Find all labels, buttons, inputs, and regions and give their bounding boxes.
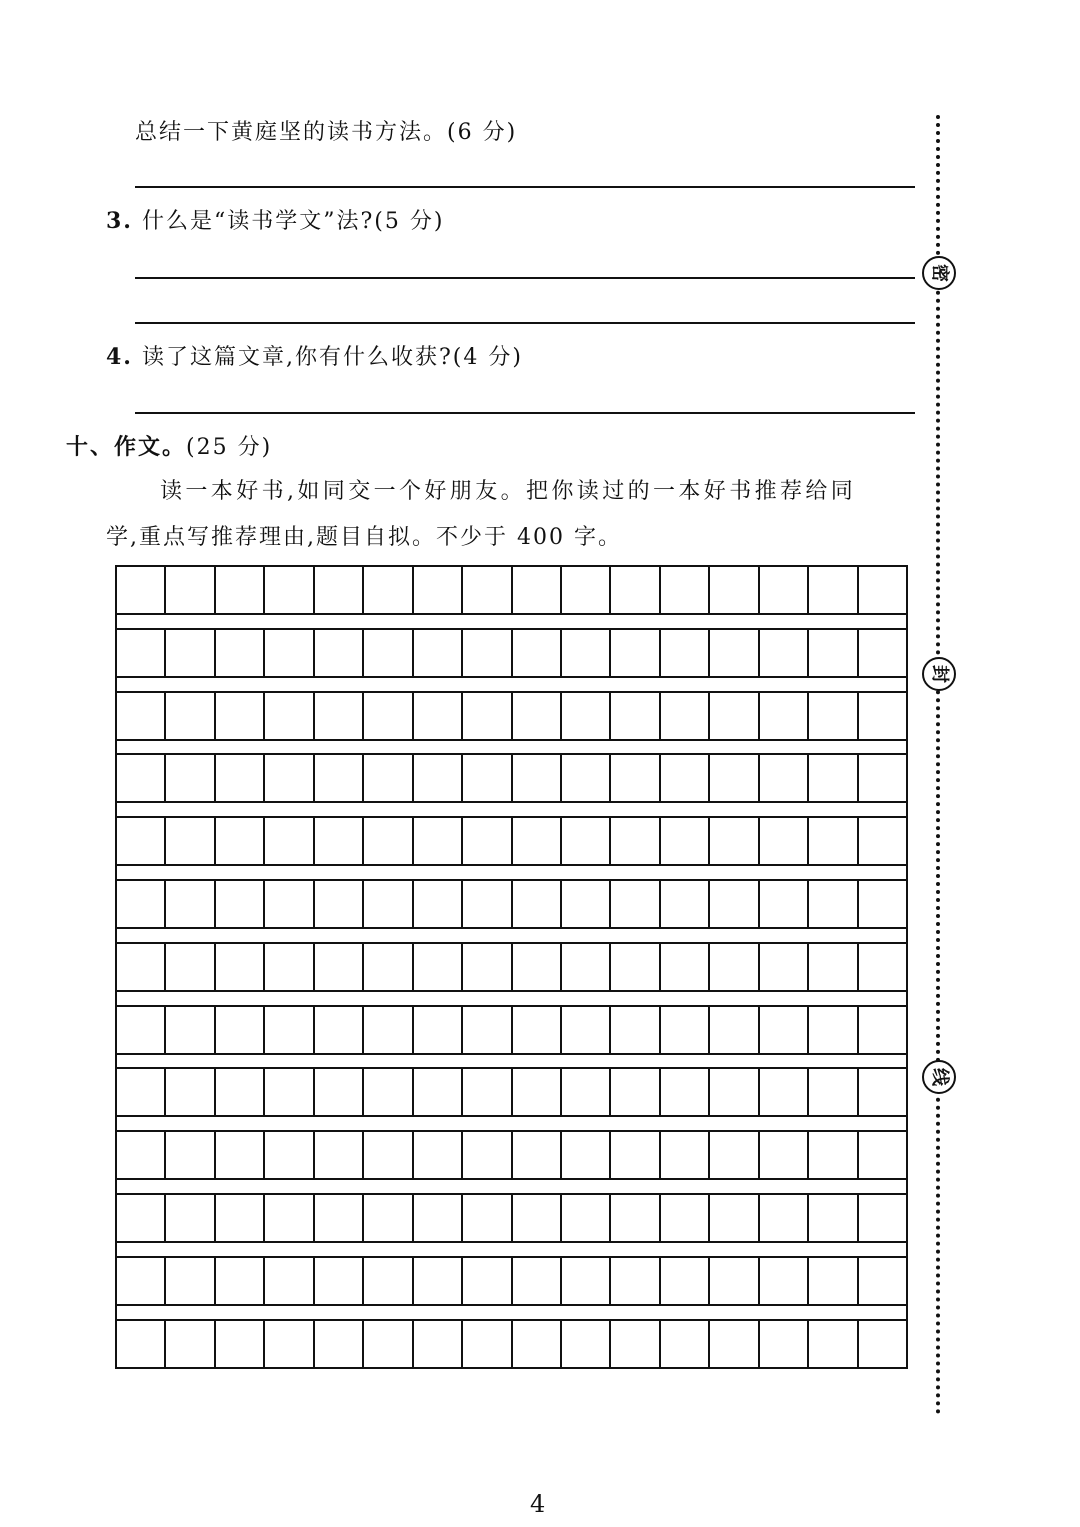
grid-cell[interactable]: [463, 693, 512, 739]
grid-cell[interactable]: [562, 630, 611, 676]
grid-cell[interactable]: [710, 1132, 759, 1178]
grid-cell[interactable]: [216, 818, 265, 864]
grid-cell[interactable]: [364, 630, 413, 676]
grid-cell[interactable]: [611, 755, 660, 801]
seal-xian: 线: [922, 1060, 956, 1094]
grid-cell[interactable]: [859, 755, 906, 801]
grid-cell[interactable]: [463, 1195, 512, 1241]
grid-cell[interactable]: [760, 1258, 809, 1304]
grid-cell[interactable]: [265, 1195, 314, 1241]
grid-cell[interactable]: [710, 1258, 759, 1304]
grid-cell[interactable]: [463, 755, 512, 801]
grid-cell[interactable]: [166, 630, 215, 676]
grid-cell[interactable]: [710, 693, 759, 739]
grid-cell[interactable]: [611, 1069, 660, 1115]
grid-cell[interactable]: [315, 1007, 364, 1053]
grid-cell[interactable]: [661, 818, 710, 864]
grid-cell[interactable]: [414, 881, 463, 927]
grid-cell[interactable]: [117, 755, 166, 801]
grid-cell[interactable]: [710, 567, 759, 613]
grid-row: [115, 1130, 908, 1180]
grid-cell[interactable]: [661, 1258, 710, 1304]
grid-cell[interactable]: [364, 1258, 413, 1304]
grid-cell[interactable]: [315, 1258, 364, 1304]
grid-cell[interactable]: [463, 1007, 512, 1053]
grid-cell[interactable]: [611, 1195, 660, 1241]
grid-cell[interactable]: [117, 881, 166, 927]
grid-cell[interactable]: [661, 1321, 710, 1367]
grid-cell[interactable]: [117, 693, 166, 739]
grid-row-gap: [115, 1243, 908, 1256]
grid-cell[interactable]: [166, 881, 215, 927]
grid-cell[interactable]: [117, 944, 166, 990]
grid-cell[interactable]: [859, 1069, 906, 1115]
grid-cell[interactable]: [265, 567, 314, 613]
grid-cell[interactable]: [463, 1132, 512, 1178]
grid-cell[interactable]: [513, 1069, 562, 1115]
grid-cell[interactable]: [117, 567, 166, 613]
seal-mi: 密: [922, 256, 956, 290]
grid-cell[interactable]: [315, 630, 364, 676]
grid-cell[interactable]: [809, 818, 858, 864]
grid-row: [115, 1319, 908, 1369]
grid-row: [115, 1256, 908, 1306]
grid-cell[interactable]: [809, 1258, 858, 1304]
grid-cell[interactable]: [661, 1132, 710, 1178]
grid-cell[interactable]: [513, 818, 562, 864]
grid-cell[interactable]: [414, 1258, 463, 1304]
grid-cell[interactable]: [414, 630, 463, 676]
grid-cell[interactable]: [513, 881, 562, 927]
grid-cell[interactable]: [562, 1132, 611, 1178]
grid-cell[interactable]: [414, 567, 463, 613]
grid-cell[interactable]: [265, 881, 314, 927]
grid-cell[interactable]: [710, 630, 759, 676]
grid-cell[interactable]: [166, 1132, 215, 1178]
grid-row-gap: [115, 615, 908, 628]
grid-cell[interactable]: [760, 693, 809, 739]
grid-cell[interactable]: [463, 818, 512, 864]
grid-cell[interactable]: [463, 1321, 512, 1367]
answer-line[interactable]: [135, 186, 915, 188]
grid-row: [115, 1193, 908, 1243]
grid-row: [115, 1067, 908, 1117]
grid-cell[interactable]: [513, 693, 562, 739]
grid-cell[interactable]: [364, 1069, 413, 1115]
grid-cell[interactable]: [265, 818, 314, 864]
grid-cell[interactable]: [364, 944, 413, 990]
grid-cell[interactable]: [166, 944, 215, 990]
seal-feng: 封: [922, 657, 956, 691]
grid-cell[interactable]: [513, 567, 562, 613]
section-10-heading: [66, 430, 272, 461]
grid-cell[interactable]: [661, 693, 710, 739]
grid-cell[interactable]: [611, 944, 660, 990]
grid-cell[interactable]: [364, 1132, 413, 1178]
section-score: (25 分): [186, 435, 273, 460]
grid-row-gap: [115, 1306, 908, 1319]
grid-cell[interactable]: [463, 567, 512, 613]
grid-cell[interactable]: [859, 693, 906, 739]
grid-cell[interactable]: [364, 1007, 413, 1053]
grid-cell[interactable]: [513, 1007, 562, 1053]
grid-row-gap: [115, 929, 908, 942]
grid-row-gap: [115, 866, 908, 879]
grid-cell[interactable]: [414, 1007, 463, 1053]
grid-cell[interactable]: [611, 693, 660, 739]
grid-cell[interactable]: [710, 755, 759, 801]
grid-row: [115, 942, 908, 992]
grid-cell[interactable]: [463, 881, 512, 927]
grid-cell[interactable]: [265, 1007, 314, 1053]
prompt-line-2: 学,重点写推荐理由,题目自拟。不少于 400 字。: [106, 525, 622, 550]
grid-cell[interactable]: [216, 755, 265, 801]
grid-cell[interactable]: [216, 630, 265, 676]
grid-cell[interactable]: [414, 693, 463, 739]
grid-cell[interactable]: [414, 818, 463, 864]
question-2-text: 总结一下黄庭坚的读书方法。(6 分): [135, 120, 518, 145]
grid-cell[interactable]: [661, 1069, 710, 1115]
question-3: [106, 204, 444, 235]
grid-row-gap: [115, 1117, 908, 1130]
grid-cell[interactable]: [315, 755, 364, 801]
grid-cell[interactable]: [166, 1321, 215, 1367]
grid-cell[interactable]: [117, 1321, 166, 1367]
grid-cell[interactable]: [463, 1069, 512, 1115]
grid-cell[interactable]: [265, 1321, 314, 1367]
grid-cell[interactable]: [760, 881, 809, 927]
section-title: 十、作文。: [66, 434, 187, 460]
grid-cell[interactable]: [661, 881, 710, 927]
grid-cell[interactable]: [513, 755, 562, 801]
grid-row-gap: [115, 992, 908, 1005]
grid-cell[interactable]: [513, 944, 562, 990]
grid-cell[interactable]: [661, 1007, 710, 1053]
grid-row: [115, 816, 908, 866]
grid-cell[interactable]: [611, 881, 660, 927]
grid-cell[interactable]: [562, 755, 611, 801]
grid-cell[interactable]: [710, 1321, 759, 1367]
grid-cell[interactable]: [760, 818, 809, 864]
answer-line[interactable]: [135, 412, 915, 414]
grid-cell[interactable]: [611, 1321, 660, 1367]
grid-cell[interactable]: [859, 1321, 906, 1367]
grid-cell[interactable]: [859, 1132, 906, 1178]
grid-row-gap: [115, 741, 908, 754]
grid-cell[interactable]: [414, 1132, 463, 1178]
prompt-line-1: 读一本好书,如同交一个好朋友。把你读过的一本好书推荐给同: [160, 479, 857, 504]
grid-cell[interactable]: [364, 1195, 413, 1241]
grid-row: [115, 691, 908, 741]
grid-cell[interactable]: [166, 818, 215, 864]
grid-cell[interactable]: [809, 1132, 858, 1178]
grid-row-gap: [115, 1180, 908, 1193]
grid-cell[interactable]: [562, 567, 611, 613]
grid-cell[interactable]: [809, 755, 858, 801]
question-text: 读了这篇文章,你有什么收获?(4 分): [141, 345, 523, 370]
question-4: [106, 340, 523, 371]
grid-cell[interactable]: [315, 818, 364, 864]
grid-cell[interactable]: [216, 881, 265, 927]
grid-cell[interactable]: [166, 755, 215, 801]
grid-cell[interactable]: [611, 818, 660, 864]
grid-cell[interactable]: [414, 944, 463, 990]
grid-row: [115, 753, 908, 803]
grid-cell[interactable]: [414, 1069, 463, 1115]
grid-cell[interactable]: [265, 755, 314, 801]
grid-cell[interactable]: [710, 818, 759, 864]
grid-cell[interactable]: [513, 1195, 562, 1241]
grid-cell[interactable]: [117, 1258, 166, 1304]
grid-cell[interactable]: [611, 1007, 660, 1053]
grid-cell[interactable]: [216, 567, 265, 613]
grid-cell[interactable]: [216, 693, 265, 739]
grid-cell[interactable]: [809, 1321, 858, 1367]
grid-cell[interactable]: [315, 1132, 364, 1178]
grid-cell[interactable]: [166, 1195, 215, 1241]
grid-cell[interactable]: [562, 818, 611, 864]
grid-row: [115, 879, 908, 929]
grid-cell[interactable]: [463, 1258, 512, 1304]
question-number: 4.: [106, 344, 133, 370]
grid-cell[interactable]: [661, 1195, 710, 1241]
grid-cell[interactable]: [661, 567, 710, 613]
grid-cell[interactable]: [710, 1007, 759, 1053]
answer-line[interactable]: [135, 322, 915, 324]
grid-cell[interactable]: [562, 944, 611, 990]
grid-cell[interactable]: [216, 1132, 265, 1178]
grid-cell[interactable]: [265, 693, 314, 739]
grid-cell[interactable]: [760, 944, 809, 990]
grid-cell[interactable]: [414, 755, 463, 801]
grid-cell[interactable]: [710, 1069, 759, 1115]
grid-row-gap: [115, 678, 908, 691]
grid-cell[interactable]: [265, 944, 314, 990]
grid-cell[interactable]: [859, 818, 906, 864]
grid-cell[interactable]: [265, 1258, 314, 1304]
grid-cell[interactable]: [315, 1195, 364, 1241]
grid-cell[interactable]: [859, 1258, 906, 1304]
grid-cell[interactable]: [760, 1069, 809, 1115]
grid-cell[interactable]: [117, 1132, 166, 1178]
grid-cell[interactable]: [562, 693, 611, 739]
grid-cell[interactable]: [216, 1069, 265, 1115]
grid-cell[interactable]: [166, 1069, 215, 1115]
answer-line[interactable]: [135, 277, 915, 279]
grid-cell[interactable]: [117, 630, 166, 676]
grid-row: [115, 628, 908, 678]
grid-cell[interactable]: [562, 1007, 611, 1053]
grid-cell[interactable]: [513, 1258, 562, 1304]
grid-cell[interactable]: [315, 693, 364, 739]
grid-cell[interactable]: [809, 1195, 858, 1241]
grid-cell[interactable]: [364, 818, 413, 864]
grid-cell[interactable]: [562, 1195, 611, 1241]
grid-cell[interactable]: [760, 755, 809, 801]
grid-cell[interactable]: [611, 630, 660, 676]
page-number: 4: [530, 1490, 546, 1518]
grid-cell[interactable]: [859, 944, 906, 990]
grid-cell[interactable]: [710, 944, 759, 990]
grid-cell[interactable]: [809, 1007, 858, 1053]
grid-cell[interactable]: [562, 881, 611, 927]
grid-cell[interactable]: [513, 1321, 562, 1367]
grid-cell[interactable]: [265, 630, 314, 676]
grid-cell[interactable]: [315, 944, 364, 990]
grid-cell[interactable]: [710, 1195, 759, 1241]
grid-cell[interactable]: [809, 944, 858, 990]
grid-cell[interactable]: [859, 1195, 906, 1241]
grid-cell[interactable]: [809, 881, 858, 927]
grid-cell[interactable]: [364, 567, 413, 613]
grid-cell[interactable]: [809, 630, 858, 676]
grid-cell[interactable]: [216, 944, 265, 990]
grid-cell[interactable]: [661, 630, 710, 676]
grid-cell[interactable]: [859, 1007, 906, 1053]
grid-cell[interactable]: [463, 630, 512, 676]
grid-row-gap: [115, 1055, 908, 1068]
question-text: 什么是“读书学文”法?(5 分): [141, 209, 445, 234]
grid-cell[interactable]: [117, 1195, 166, 1241]
grid-cell[interactable]: [364, 755, 413, 801]
grid-cell[interactable]: [562, 1321, 611, 1367]
grid-cell[interactable]: [414, 1321, 463, 1367]
grid-cell[interactable]: [760, 630, 809, 676]
grid-cell[interactable]: [760, 1321, 809, 1367]
grid-cell[interactable]: [760, 567, 809, 613]
grid-cell[interactable]: [315, 1069, 364, 1115]
grid-cell[interactable]: [315, 881, 364, 927]
grid-cell[interactable]: [809, 567, 858, 613]
grid-cell[interactable]: [216, 1195, 265, 1241]
grid-cell[interactable]: [513, 630, 562, 676]
grid-cell[interactable]: [166, 1007, 215, 1053]
grid-cell[interactable]: [859, 630, 906, 676]
grid-cell[interactable]: [760, 1007, 809, 1053]
grid-cell[interactable]: [859, 567, 906, 613]
grid-cell[interactable]: [611, 1132, 660, 1178]
grid-cell[interactable]: [265, 1132, 314, 1178]
grid-cell[interactable]: [216, 1007, 265, 1053]
grid-cell[interactable]: [760, 1195, 809, 1241]
grid-cell[interactable]: [117, 1007, 166, 1053]
grid-cell[interactable]: [414, 1195, 463, 1241]
grid-cell[interactable]: [611, 567, 660, 613]
question-number: 3.: [106, 208, 133, 234]
grid-cell[interactable]: [166, 567, 215, 613]
grid-cell[interactable]: [513, 1132, 562, 1178]
grid-row-gap: [115, 803, 908, 816]
grid-cell[interactable]: [760, 1132, 809, 1178]
grid-cell[interactable]: [809, 1069, 858, 1115]
grid-cell[interactable]: [364, 693, 413, 739]
grid-row: [115, 1005, 908, 1055]
grid-cell[interactable]: [216, 1321, 265, 1367]
grid-cell[interactable]: [364, 1321, 413, 1367]
binding-dotted-line: [936, 115, 940, 1415]
grid-cell[interactable]: [364, 881, 413, 927]
grid-cell[interactable]: [710, 881, 759, 927]
grid-cell[interactable]: [809, 693, 858, 739]
grid-cell[interactable]: [166, 1258, 215, 1304]
grid-cell[interactable]: [315, 1321, 364, 1367]
grid-cell[interactable]: [562, 1258, 611, 1304]
grid-cell[interactable]: [265, 1069, 314, 1115]
grid-cell[interactable]: [611, 1258, 660, 1304]
grid-cell[interactable]: [216, 1258, 265, 1304]
grid-cell[interactable]: [166, 693, 215, 739]
grid-cell[interactable]: [117, 818, 166, 864]
grid-cell[interactable]: [562, 1069, 611, 1115]
grid-cell[interactable]: [859, 881, 906, 927]
grid-cell[interactable]: [315, 567, 364, 613]
grid-cell[interactable]: [117, 1069, 166, 1115]
grid-cell[interactable]: [661, 944, 710, 990]
grid-cell[interactable]: [463, 944, 512, 990]
grid-cell[interactable]: [661, 755, 710, 801]
grid-row: [115, 565, 908, 615]
